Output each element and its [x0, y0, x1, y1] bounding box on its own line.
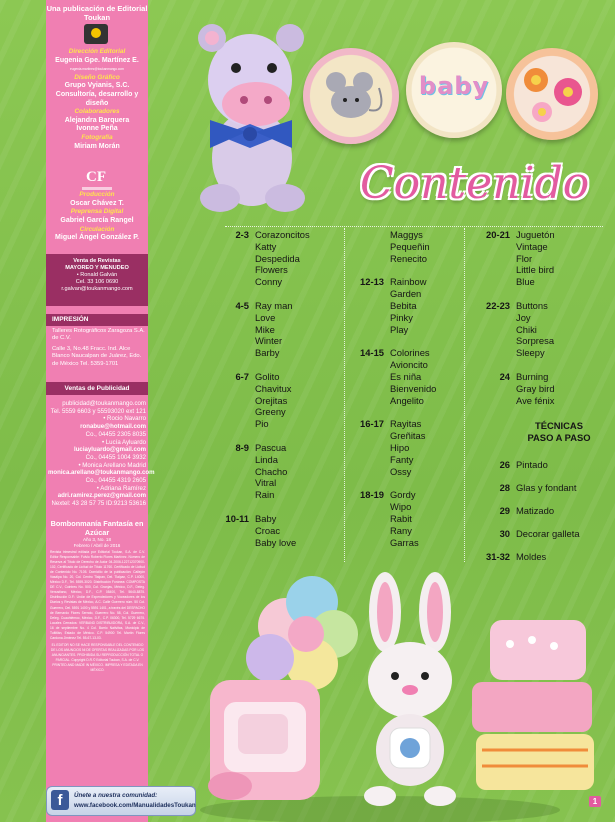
toc-entry: [390, 513, 460, 525]
toc-entry-title[interactable]: Katty: [255, 240, 277, 252]
toc-entry-title[interactable]: Avioncito: [390, 359, 428, 371]
advertising-line: • Rocio Navarro: [103, 415, 146, 423]
toc-entry: [235, 229, 341, 241]
credit-name: Eugenia Gpe. Martínez E.: [55, 56, 139, 64]
credit-role: Circulación: [79, 225, 115, 233]
toc-page-number: 2-3: [235, 229, 249, 240]
credit-role: Dirección Editorial: [68, 48, 126, 55]
toc-entry-title[interactable]: Bebita: [390, 299, 417, 311]
toc-page-number: 22-23: [486, 299, 510, 311]
publisher-line: [46, 4, 148, 22]
techniques-heading-line1: TÉCNICAS: [535, 420, 583, 431]
toc-entry: [225, 512, 341, 525]
toc-entry-title[interactable]: Blue: [516, 276, 535, 288]
toc-entry: [516, 276, 602, 288]
technique-title[interactable]: Moldes: [516, 550, 547, 562]
toc-entry-title[interactable]: Burning: [516, 370, 549, 382]
techniques-list: [486, 459, 606, 563]
toc-entry-title[interactable]: Chacho: [255, 465, 288, 477]
flower-cookie-illustration: [506, 48, 598, 140]
toc-entry-title[interactable]: Croac: [255, 524, 281, 536]
credit-name: Oscar Chávez T.: [70, 199, 124, 207]
toc-page-number: 4-5: [235, 299, 249, 311]
toc-column-divider-2: [464, 228, 465, 562]
toc-entry: [516, 347, 602, 359]
toc-entry-title[interactable]: Garden: [390, 288, 422, 300]
toc-entry-title[interactable]: Angelito: [390, 394, 424, 406]
toc-entry: [390, 229, 460, 241]
toc-entry-title[interactable]: Baby: [255, 512, 277, 524]
toc-entry: [255, 406, 341, 418]
toc-entry: [390, 371, 460, 383]
toukan-logo-icon: [84, 24, 108, 44]
toc-entry: [390, 454, 460, 466]
credit-name: Miguel Ángel González P.: [55, 234, 139, 242]
printing-heading: IMPRESIÓN: [46, 314, 148, 326]
toc-entry: [516, 383, 602, 395]
credits-list: [46, 48, 148, 243]
advertising-line: • Lucía Ayluardo: [101, 438, 146, 446]
toc-entry-title[interactable]: Chavitux: [255, 382, 292, 394]
toc-entry-title[interactable]: Ray man: [255, 299, 293, 311]
toc-entry: [255, 454, 341, 466]
legal-disclaimer: EL EDITOR NO SE HACE RESPONSABLE DEL CONTENIDO DE LOS ANUNCIOS NI DE OFERTAS REALIZADAS POR LOS ANUNCIANTES. PROHIBIDA SU REPRODUCCIÓN TOTAL O PARCIAL. Copyright D.R.© Editorial Toukan, S.A. de C.V. PRINTED AND MADE IN MÉXICO. IMPRESA Y EDITADA EN MÉXICO.: [50, 642, 145, 673]
technique-entry: [499, 504, 606, 517]
sales-email[interactable]: r.galvan@toukanmango.com: [61, 286, 133, 292]
toc-entry-title[interactable]: Despedida: [255, 252, 300, 264]
advertising-line: Nextel: 43 28 57 75 ID:9213 53616: [51, 500, 146, 508]
toc-entry-title[interactable]: Hipo: [390, 441, 410, 453]
toc-entry-title[interactable]: Little bird: [516, 264, 555, 276]
toc-entry-title[interactable]: Vitral: [255, 477, 277, 489]
cradle-cookie: [208, 680, 320, 800]
toc-entry: [255, 276, 341, 288]
toc-entry: [390, 288, 460, 300]
credit-role: Producción: [79, 191, 115, 199]
toc-entry-title[interactable]: Orejitas: [255, 394, 288, 406]
credit-entry: [46, 108, 148, 134]
toc-entry: [516, 335, 602, 347]
toc-entry-title[interactable]: Vintage: [516, 240, 548, 252]
toc-entry: [390, 430, 460, 442]
advertising-line: Co., 04455 1004 3932: [85, 453, 146, 461]
toc-entry: [255, 324, 341, 336]
toc-entry-title[interactable]: Maggys: [390, 229, 423, 240]
publisher-text: Una publicación de Editorial Toukan: [46, 4, 148, 22]
toc-entry: [255, 466, 341, 478]
toc-entry: [516, 264, 602, 276]
technique-page-number: 31-32: [486, 550, 510, 562]
hippo-figurine-illustration: [190, 8, 320, 220]
contents-title: Contenido: [360, 158, 590, 209]
advertising-contacts: [48, 400, 155, 508]
toc-column-3: [486, 229, 602, 406]
toc-entry: [499, 370, 602, 383]
sales-box: [46, 254, 148, 306]
toc-entry: [360, 418, 460, 430]
toc-entry-title[interactable]: Es niña: [390, 370, 422, 382]
credit-entry: [46, 191, 148, 208]
toc-entry: [390, 442, 460, 454]
toc-entry: [390, 253, 460, 265]
advertising-email[interactable]: publicidad@toukanmango.com: [62, 400, 146, 407]
magazine-title: Bombonmanía Fantasía en Azúcar: [50, 519, 144, 537]
toc-entry: [390, 312, 460, 324]
printing-company: Talleres Rotográficos Zaragoza S.A. de C.V.: [52, 328, 145, 342]
technique-title[interactable]: Decorar galleta: [516, 527, 580, 539]
credit-role: Diseño Gráfico: [74, 73, 120, 81]
flower-icon: [506, 48, 598, 140]
toc-entry: [255, 241, 341, 253]
toc-entry: [235, 299, 341, 312]
page-number: 1: [589, 796, 601, 807]
baby-cookie-text: baby: [418, 72, 490, 100]
bunny-figurine: [364, 572, 456, 806]
toc-page-number: 6-7: [235, 370, 249, 382]
technique-entry: [499, 527, 606, 540]
toc-entry: [255, 347, 341, 359]
toc-entry: [516, 395, 602, 407]
sales-phone: Cel. 33 106 0690: [75, 279, 119, 285]
toc-entry: [516, 324, 602, 336]
toc-column-1: [225, 229, 341, 548]
toc-entry-title[interactable]: Ossy: [390, 465, 412, 477]
toc-entry: [255, 335, 341, 347]
cf-logo-underline: [82, 187, 112, 190]
legal-text: Revista trimestral editada por Editorial Toukan, S.A. de C.V. Editor Responsable: Fulvio Roberto Flores Martínez. Número de Reserva al Título de Derecho de Autor 04-2006-122712370900-102, Certificado de Licitud de Título 11760. Certificado de Licitud de Contenido No. 7105. Domicilio de la publicación: Callejón Vasálpa No. 20, Col. Centro Tlalpan, Del. Tlalpan, C.P. 14000, México D.F., Tel. 5559-3020. Distribución Foránea: COMPOSTA DE C.V., Cointreu No. 500, Col. Granjas, México, D.F., Deleg. Venustiano, México, D.F., C.P. 08400, Tel. 5640-8875. Distribución D.F.: Unión de Expendedores y Voceadores de los Diarios y Revistas de México, A.C. Calle Guerrero núm. 50 Col. Guerrero, Del. 5591 1400 y 5591 1401, a través del DESPACHO de Bernardo Flores Serrato, Guerrero No. 58, Col. Guerrero, Deleg. Cuauhtémoc, México, D.F., C.P. 06300, Tel. 5729 6675. Locales Cerrados: VERBAND DISTRIBUIDORA, S.A. de C.V., 16 de septiembre No. 4 Col. Barrio Nativitas, Municipio de Tultitlán, Estado de México. C.P. 54900 Tel. Martín Flores Cardona Jiménez Tel. 55-67-13-03.: [50, 550, 145, 640]
toc-entry-title[interactable]: Baby love: [255, 536, 297, 548]
magazine-date: Febrero / Abril de 2016: [73, 543, 121, 548]
toc-entry: [235, 441, 341, 454]
toc-entry: [390, 241, 460, 253]
technique-page-number: 30: [499, 527, 510, 539]
toc-entry: [390, 383, 460, 395]
advertising-email[interactable]: adri.ramirez.perez@gmail.com: [57, 492, 146, 500]
printing-info: [52, 328, 146, 368]
toc-entry: [255, 395, 341, 407]
magazine-info: [46, 520, 148, 549]
toc-entry: [255, 418, 341, 430]
toc-entry-title[interactable]: Pio: [255, 418, 269, 430]
magazine-issue: Año 3, No. 18: [82, 537, 112, 542]
toc-entry: [360, 276, 460, 288]
toc-entry: [516, 241, 602, 253]
toc-entry-title[interactable]: Pequeñin: [390, 240, 430, 252]
toc-entry-title[interactable]: Greeny: [255, 406, 286, 418]
toc-entry: [255, 312, 341, 324]
credit-entry: [46, 226, 148, 243]
bottom-cookies-and-bunny-illustration: [200, 560, 600, 822]
credit-name: Grupo Vyianis, S.C.: [64, 82, 130, 90]
advertising-heading: Ventas de Publicidad: [46, 382, 148, 395]
facebook-banner[interactable]: [46, 786, 196, 816]
technique-page-number: 26: [499, 459, 510, 470]
facebook-url[interactable]: www.facebook.com/ManualidadesToukan: [74, 802, 196, 809]
facebook-icon: f: [51, 790, 69, 810]
toc-entry: [255, 383, 341, 395]
toc-page-number: 16-17: [360, 418, 384, 430]
toc-page-number: 14-15: [360, 347, 384, 359]
advertising-line: Co., 04455 2305 8035: [85, 430, 146, 438]
baby-cookie-illustration: [406, 42, 502, 138]
toc-entry-title[interactable]: Play: [390, 323, 409, 335]
technique-entry: [499, 459, 606, 471]
advertising-email[interactable]: luciayluardo@gmail.com: [74, 446, 146, 454]
toc-entry-title[interactable]: Colorines: [390, 347, 430, 359]
credit-role: Fotografía: [81, 133, 113, 141]
toc-entry-title[interactable]: Gordy: [390, 489, 416, 501]
toc-entry-title[interactable]: Joy: [516, 311, 531, 323]
toc-entry-title[interactable]: Pascua: [255, 441, 287, 453]
toc-entry: [255, 253, 341, 265]
toc-entry: [235, 370, 341, 383]
toc-page-number: 10-11: [225, 512, 249, 524]
toc-entry-title[interactable]: Winter: [255, 335, 283, 347]
toc-entry: [390, 324, 460, 336]
toc-entry-title[interactable]: Rany: [390, 524, 412, 536]
toc-entry-title[interactable]: Sorpresa: [516, 335, 555, 347]
technique-title[interactable]: Pintado: [516, 459, 548, 470]
toc-entry: [255, 537, 341, 549]
credit-name-secondary: Ivonne Peña: [76, 125, 118, 133]
credit-name-secondary: Consultoría, desarrollo y diseño: [55, 90, 139, 107]
toc-entry: [390, 466, 460, 478]
toc-entry-title[interactable]: Ave fénix: [516, 394, 555, 406]
toc-entry-title[interactable]: Golito: [255, 370, 280, 382]
toc-entry: [255, 525, 341, 537]
toc-column-2: [360, 229, 460, 548]
advertising-line: Co., 04455 4319 2605: [85, 477, 146, 485]
toc-entry-title[interactable]: Love: [255, 311, 276, 323]
credit-role: Colaboradores: [74, 108, 120, 116]
mouse-cookie-illustration: [303, 48, 399, 144]
toc-entry: [390, 395, 460, 407]
toc-entry: [486, 299, 602, 312]
toc-entry-title[interactable]: Conny: [255, 276, 283, 288]
toc-entry-title[interactable]: Sleepy: [516, 347, 545, 359]
toc-entry-title[interactable]: Rayitas: [390, 418, 422, 430]
toc-column-divider-1: [344, 228, 345, 562]
printing-address: Calle 3, No.48 Fracc. Ind. Alce Blanco Naucalpan de Juárez, Edo. de México Tel. 5359-1701: [52, 345, 142, 367]
technique-title[interactable]: Glas y fondant: [516, 481, 577, 493]
technique-title[interactable]: Matizado: [516, 504, 555, 516]
toc-entry: [390, 359, 460, 371]
toc-entry-title[interactable]: Renecito: [390, 252, 428, 264]
cf-logo: CF: [86, 169, 106, 185]
toc-entry-title[interactable]: Fanty: [390, 453, 414, 465]
toc-entry-title[interactable]: Bienvenido: [390, 382, 437, 394]
toc-entry-title[interactable]: Mike: [255, 323, 275, 335]
cake-cookie: [472, 620, 594, 790]
big-flower-cookie: [246, 576, 358, 690]
techniques-heading: [514, 420, 604, 444]
credit-entry: [46, 74, 148, 108]
credit-entry: [46, 48, 148, 74]
techniques-heading-line2: PASO A PASO: [527, 432, 591, 443]
toc-page-number: 12-13: [360, 276, 384, 288]
technique-page-number: 29: [499, 504, 510, 516]
toc-entry: [255, 489, 341, 501]
toc-entry-title[interactable]: Greñitas: [390, 430, 426, 442]
credit-role: Preprensa Digital: [70, 208, 124, 216]
technique-page-number: 28: [499, 481, 510, 493]
toc-entry: [390, 537, 460, 549]
toc-entry: [360, 489, 460, 501]
toc-entry: [486, 229, 602, 241]
toc-entry-title[interactable]: Gray bird: [516, 382, 555, 394]
toc-entry-title[interactable]: Flor: [516, 252, 533, 264]
toc-page-number: 20-21: [486, 229, 510, 240]
toc-entry-title[interactable]: Garras: [390, 536, 419, 548]
toc-entry-title[interactable]: Corazoncitos: [255, 229, 310, 240]
community-label: Únete a nuestra comunidad:: [74, 792, 158, 799]
toc-entry-title[interactable]: Chiki: [516, 323, 537, 335]
credit-entry: [46, 134, 148, 151]
credit-note: eugenia.martinez@toukanmango.com: [70, 67, 124, 72]
mouse-icon: [303, 48, 399, 144]
toc-entry-title[interactable]: Wipo: [390, 501, 412, 513]
sales-contact: • Ronald Galván: [76, 272, 118, 278]
sales-subtitle: MAYOREO Y MENUDEO: [65, 265, 129, 271]
toc-entry: [360, 347, 460, 359]
toc-entry-title[interactable]: Barby: [255, 347, 280, 359]
credit-name: Miriam Morán: [74, 142, 120, 150]
toc-entry: [390, 525, 460, 537]
toc-entry: [255, 264, 341, 276]
toc-entry-title[interactable]: Pinky: [390, 311, 413, 323]
advertising-email[interactable]: ronabue@hotmail.com: [80, 423, 146, 431]
toc-entry-title[interactable]: Rain: [255, 489, 275, 501]
toc-entry-title[interactable]: Linda: [255, 453, 278, 465]
toc-page-number: 24: [499, 370, 510, 382]
toc-entry-title[interactable]: Rainbow: [390, 276, 427, 288]
toc-entry-title[interactable]: Buttons: [516, 299, 548, 311]
credit-name: Alejandra Barquera: [64, 116, 130, 124]
technique-entry: [499, 481, 606, 494]
toc-entry: [516, 253, 602, 265]
toc-entry: [390, 501, 460, 513]
toc-entry-title[interactable]: Rabit: [390, 512, 412, 524]
credit-name: Gabriel García Rangel: [60, 216, 134, 224]
advertising-line: • Monica Arellano Madrid: [78, 461, 146, 469]
credit-entry: [46, 208, 148, 225]
legal-text-block: [50, 550, 145, 673]
toc-entry: [390, 300, 460, 312]
sales-title: Venta de Revistas: [73, 258, 121, 264]
advertising-email[interactable]: monica.arellano@toukanmango.com: [48, 469, 155, 477]
toc-entry-title[interactable]: Flowers: [255, 264, 288, 276]
advertising-line: Tel. 5559 6603 y 55593020 ext 121: [50, 407, 146, 415]
toc-entry: [255, 477, 341, 489]
toc-entry: [516, 312, 602, 324]
toc-top-rule: [225, 226, 603, 227]
advertising-line: • Adriana Ramírez: [96, 484, 146, 492]
toc-page-number: 8-9: [235, 441, 249, 453]
toc-page-number: 18-19: [360, 489, 384, 501]
toc-entry-title[interactable]: Juguetón: [516, 229, 555, 240]
